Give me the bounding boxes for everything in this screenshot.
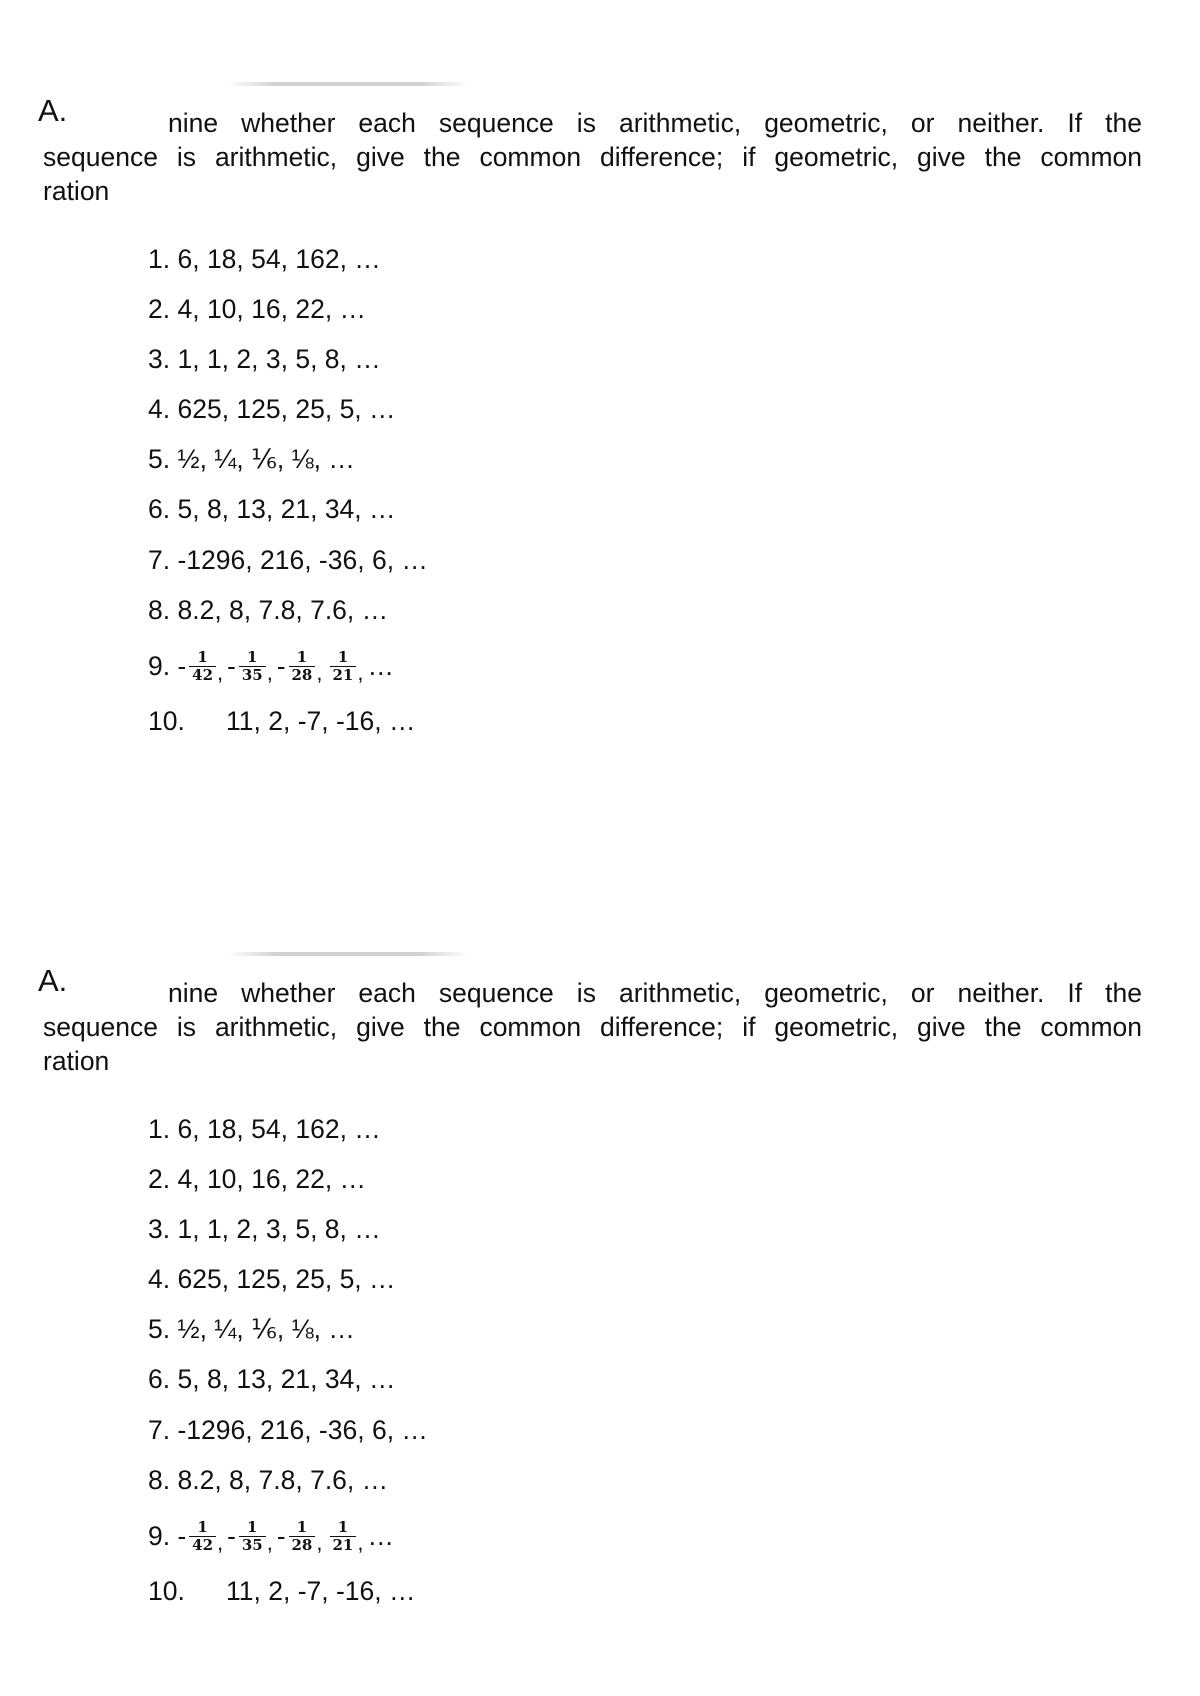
fraction-separator: , (316, 660, 323, 685)
fraction-sign: - (177, 651, 187, 681)
item-number: 5. (148, 444, 171, 474)
fraction (330, 649, 357, 684)
item-sequence: 8.2, 8, 7.8, 7.6, … (177, 1465, 389, 1495)
exercise-section-1 (0, 0, 1200, 736)
fraction-separator: , (266, 1530, 273, 1555)
item-sequence: 625, 125, 25, 5, … (177, 1264, 396, 1294)
item-number: 6. (148, 494, 171, 524)
sequence-item-10 (148, 701, 416, 741)
fraction-numerator: 1 (296, 1517, 308, 1536)
sequence-item-1 (148, 1109, 381, 1149)
fraction-sign: - (276, 1521, 286, 1551)
fraction-sign: - (276, 651, 286, 681)
section-letter: A. (38, 93, 68, 128)
item-number: 4. (148, 394, 171, 424)
sequence-item-2 (148, 289, 366, 329)
fraction-denominator: 35 (239, 1536, 266, 1554)
item-sequence: 5, 8, 13, 21, 34, … (177, 1364, 396, 1394)
fraction-denominator: 21 (330, 666, 357, 684)
fraction-denominator: 28 (289, 666, 316, 684)
item-number: 8. (148, 595, 171, 625)
item-number: 4. (148, 1264, 171, 1294)
fraction (239, 1519, 266, 1554)
fraction (330, 1519, 357, 1554)
item-number: 9. (148, 1521, 171, 1551)
fraction-numerator: 1 (197, 1517, 208, 1536)
sequence-item-1 (148, 239, 381, 279)
fraction-numerator: 1 (337, 647, 349, 666)
item-number: 10. (148, 706, 185, 736)
sequence-item-4 (148, 389, 396, 429)
sequence-item-3 (148, 339, 381, 379)
sequence-item-7 (148, 540, 428, 580)
fraction-separator: , (316, 1530, 323, 1555)
sequence-item-9 (148, 646, 394, 686)
item-number: 1. (148, 244, 171, 274)
sequence-item-10 (148, 1571, 416, 1611)
sequence-item-5 (148, 1309, 355, 1349)
item-sequence: ½, ¼, ⅙, ⅛, … (177, 444, 355, 474)
section-letter: A. (38, 963, 68, 998)
item-sequence: 4, 10, 16, 22, … (177, 294, 367, 324)
sequence-item-9 (148, 1516, 394, 1556)
instruction-line-2: sequence is arithmetic, give the common difference; if geometric, give the common (43, 1012, 1142, 1042)
instruction-line-1: nine whether each sequence is arithmetic, geometric, or neither. If the (168, 978, 1142, 1008)
fraction (189, 1519, 216, 1554)
fraction-sign: - (227, 651, 236, 681)
sequence-item-4 (148, 1259, 396, 1299)
sequence-item-2 (148, 1159, 366, 1199)
fraction-denominator: 28 (289, 1536, 316, 1554)
fraction (289, 649, 316, 684)
fraction-denominator: 21 (330, 1536, 357, 1554)
fraction-denominator: 42 (189, 666, 216, 684)
fraction-separator: , (217, 660, 224, 685)
item-number: 8. (148, 1465, 171, 1495)
fraction-separator: , (266, 660, 273, 685)
instruction-line-2: sequence is arithmetic, give the common difference; if geometric, give the common (43, 142, 1142, 172)
fraction-numerator: 1 (197, 647, 208, 666)
fraction-denominator: 35 (239, 666, 266, 684)
fraction (189, 649, 216, 684)
item-sequence: ½, ¼, ⅙, ⅛, … (177, 1314, 355, 1344)
instruction-line-3: ration (43, 176, 110, 206)
item-number: 1. (148, 1114, 171, 1144)
smudge-mark (228, 82, 468, 86)
sequence-item-8 (148, 1460, 388, 1500)
sequence-item-6 (148, 489, 396, 529)
fraction-separator: , (217, 1530, 224, 1555)
item-sequence: -1296, 216, -36, 6, … (177, 545, 428, 575)
item-sequence: 4, 10, 16, 22, … (177, 1164, 367, 1194)
item-sequence: 1, 1, 2, 3, 5, 8, … (177, 344, 381, 374)
fraction-sequence (177, 646, 394, 686)
item-sequence: 5, 8, 13, 21, 34, … (177, 494, 396, 524)
sequence-item-5 (148, 439, 355, 479)
item-sequence: -1296, 216, -36, 6, … (177, 1415, 428, 1445)
item-number: 10. (148, 1576, 185, 1606)
fraction-separator: , (357, 660, 364, 685)
fraction-numerator: 1 (247, 1517, 258, 1536)
fraction-separator: , (357, 1530, 364, 1555)
sequence-item-6 (148, 1359, 396, 1399)
fraction-denominator: 42 (189, 1536, 216, 1554)
smudge-mark (228, 952, 468, 956)
fraction-sign: - (227, 1521, 236, 1551)
fraction-numerator: 1 (296, 647, 308, 666)
item-number: 2. (148, 1164, 171, 1194)
item-sequence: 11, 2, -7, -16, … (226, 1576, 416, 1606)
item-sequence: 8.2, 8, 7.8, 7.6, … (177, 595, 389, 625)
item-sequence: 6, 18, 54, 162, … (177, 1114, 381, 1144)
item-number: 5. (148, 1314, 171, 1344)
item-sequence: 1, 1, 2, 3, 5, 8, … (177, 1214, 381, 1244)
sequence-item-8 (148, 590, 388, 630)
item-sequence: 11, 2, -7, -16, … (226, 706, 416, 736)
item-number: 7. (148, 545, 171, 575)
ellipsis: … (367, 651, 394, 681)
item-number: 2. (148, 294, 171, 324)
fraction (289, 1519, 316, 1554)
item-number: 6. (148, 1364, 171, 1394)
item-number: 3. (148, 1214, 171, 1244)
fraction-numerator: 1 (337, 1517, 349, 1536)
instruction-line-3: ration (43, 1046, 110, 1076)
sequence-item-7 (148, 1410, 428, 1450)
ellipsis: … (367, 1521, 394, 1551)
instruction-line-1: nine whether each sequence is arithmetic, geometric, or neither. If the (168, 108, 1142, 138)
fraction-sequence (177, 1516, 394, 1556)
fraction (239, 649, 266, 684)
fraction-sign: - (177, 1521, 187, 1551)
item-number: 9. (148, 651, 171, 681)
sequence-item-3 (148, 1209, 381, 1249)
item-number: 7. (148, 1415, 171, 1445)
exercise-section-2 (0, 870, 1200, 1606)
item-sequence: 625, 125, 25, 5, … (177, 394, 396, 424)
fraction-numerator: 1 (247, 647, 258, 666)
item-sequence: 6, 18, 54, 162, … (177, 244, 381, 274)
item-number: 3. (148, 344, 171, 374)
